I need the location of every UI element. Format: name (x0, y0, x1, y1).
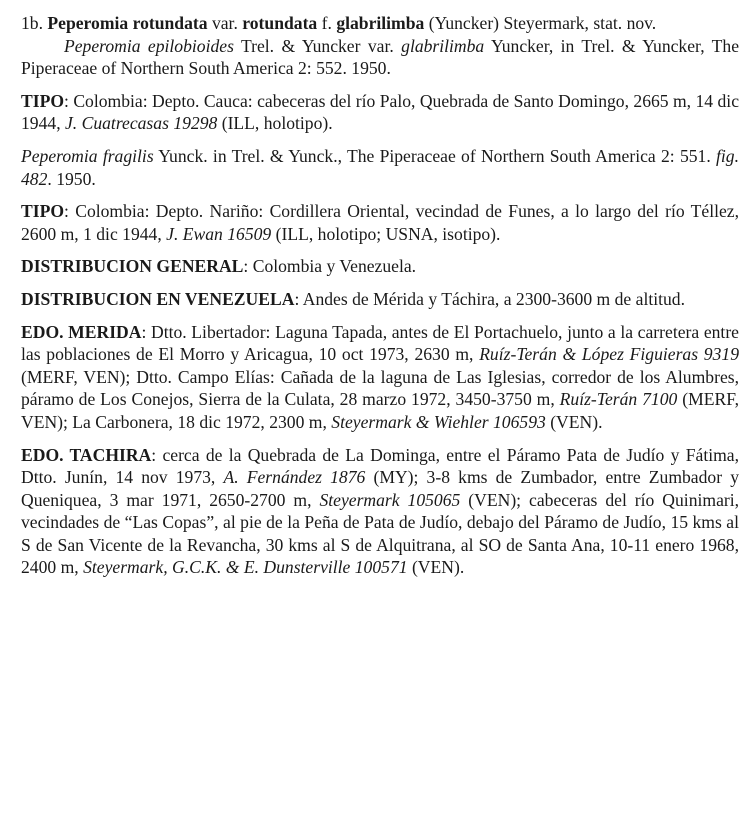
taxon-author: (Yuncker) Steyermark, stat. nov. (428, 13, 657, 33)
merida-text-1: : Dtto. Libertador: Laguna Tapada, antes de El Portachuelo, junto a la carretera entre las poblaciones de El Morro y Aricagua, 10 oct 1973, 2630 m, (21, 321, 739, 365)
taxon-heading (21, 12, 739, 35)
taxon-var-name: rotundata (242, 13, 318, 33)
tachira-text-3: (VEN); cabeceras del río Quinimari, vecindades de “Las Copas”, al pie de la Peña de Pata de Judío, debajo del Páramo de Judío, 15 kms al S de San Vicente de la Revancha, 30 kms al S de Alquitrana, al SO de Santa Ana, 10-11 enero 1968, 2400 m, (21, 489, 740, 578)
tipo2-label: TIPO (21, 201, 65, 222)
taxon-species-name: Peperomia rotundata (47, 13, 208, 33)
merida-text-2: (MERF, VEN); Dtto. Campo Elías: Cañada de la laguna de Las Iglesias, corredor de los Alumbres, páramo de Los Conejos, Sierra de la Culata, 28 marzo 1972, 3450-3750 m, (21, 366, 739, 410)
specimens-merida (21, 321, 739, 434)
distribucion-venezuela (21, 288, 739, 311)
taxon-var-word: var. (211, 13, 238, 33)
synonym2-citation: Yunck. in Trel. & Yunck., The Piperaceae of Northern South America 2: 551. (158, 145, 711, 166)
synonym1-authors: Trel. & Yuncker var. (240, 35, 394, 56)
distribucion-general (21, 255, 739, 278)
synonym1-var-name: glabrilimba (401, 35, 485, 56)
tachira-text-4: (VEN). (411, 557, 465, 578)
synonym2-tail: . 1950. (47, 168, 96, 189)
synonym2-name: Peperomia fragilis (21, 145, 154, 166)
tachira-text-2: (MY); 3-8 kms de Zumbador, entre Zumbador y Queniquea, 3 mar 1971, 2650-2700 m, (21, 467, 739, 510)
tipo1-text: : Colombia: Depto. Cauca: cabeceras del río Palo, Quebrada de Santo Domingo, 2665 m, 14 dic 1944, (21, 90, 739, 134)
taxon-number: 1b. (21, 13, 43, 33)
merida-text-4: (VEN). (550, 411, 603, 432)
tachira-collector-3: Steyermark, G.C.K. & E. Dunsterville 100571 (83, 557, 408, 578)
synonym1-citation: Yuncker, in Trel. & Yuncker, The Piperaceae of Northern South America 2: 552. 1950. (21, 35, 739, 79)
tipo2-text: : Colombia: Depto. Nariño: Cordillera Oriental, vecindad de Funes, a lo largo del río Téllez, 2600 m, 1 dic 1944, (21, 201, 739, 244)
dist-venezuela-label: DISTRIBUCION EN VENEZUELA (21, 288, 295, 309)
document-page (21, 12, 739, 579)
taxon-f-word: f. (321, 13, 332, 33)
tipo1-tail: (ILL, holotipo). (221, 113, 333, 134)
tipo1-label: TIPO (21, 90, 65, 111)
tipo2-collector: J. Ewan 16509 (166, 223, 272, 244)
dist-general-text: : Colombia y Venezuela. (243, 256, 417, 277)
merida-label: EDO. MERIDA (21, 321, 142, 342)
dist-venezuela-text: : Andes de Mérida y Táchira, a 2300-3600 m de altitud. (294, 288, 685, 309)
merida-collector-2: Ruíz-Terán 7100 (559, 389, 678, 410)
tipo-cauca (21, 90, 739, 135)
synonym-epilobioides (21, 35, 739, 80)
tachira-label: EDO. TACHIRA (21, 444, 152, 465)
taxon-f-name: glabrilimba (336, 13, 425, 33)
tipo-narino (21, 200, 739, 245)
tachira-text-1: : cerca de la Quebrada de La Dominga, entre el Páramo Pata de Judío y Fátima, Dtto. Junín, 14 nov 1973, (21, 444, 739, 488)
dist-general-label: DISTRIBUCION GENERAL (21, 256, 244, 277)
specimens-tachira (21, 444, 739, 580)
synonym2-fig: fig. 482 (21, 145, 739, 189)
tipo1-collector: J. Cuatrecasas 19298 (65, 113, 218, 134)
merida-text-3: (MERF, VEN); La Carbonera, 18 dic 1972, 2300 m, (21, 389, 739, 432)
tachira-collector-1: A. Fernández 1876 (223, 467, 366, 488)
synonym-fragilis (21, 145, 739, 190)
tipo2-tail: (ILL, holotipo; USNA, isotipo). (275, 223, 501, 244)
merida-collector-3: Steyermark & Wiehler 106593 (331, 411, 546, 432)
merida-collector-1: Ruíz-Terán & López Figuieras 9319 (479, 344, 739, 365)
synonym1-name: Peperomia epilobioides (64, 35, 234, 56)
tachira-collector-2: Steyermark 105065 (319, 489, 461, 510)
